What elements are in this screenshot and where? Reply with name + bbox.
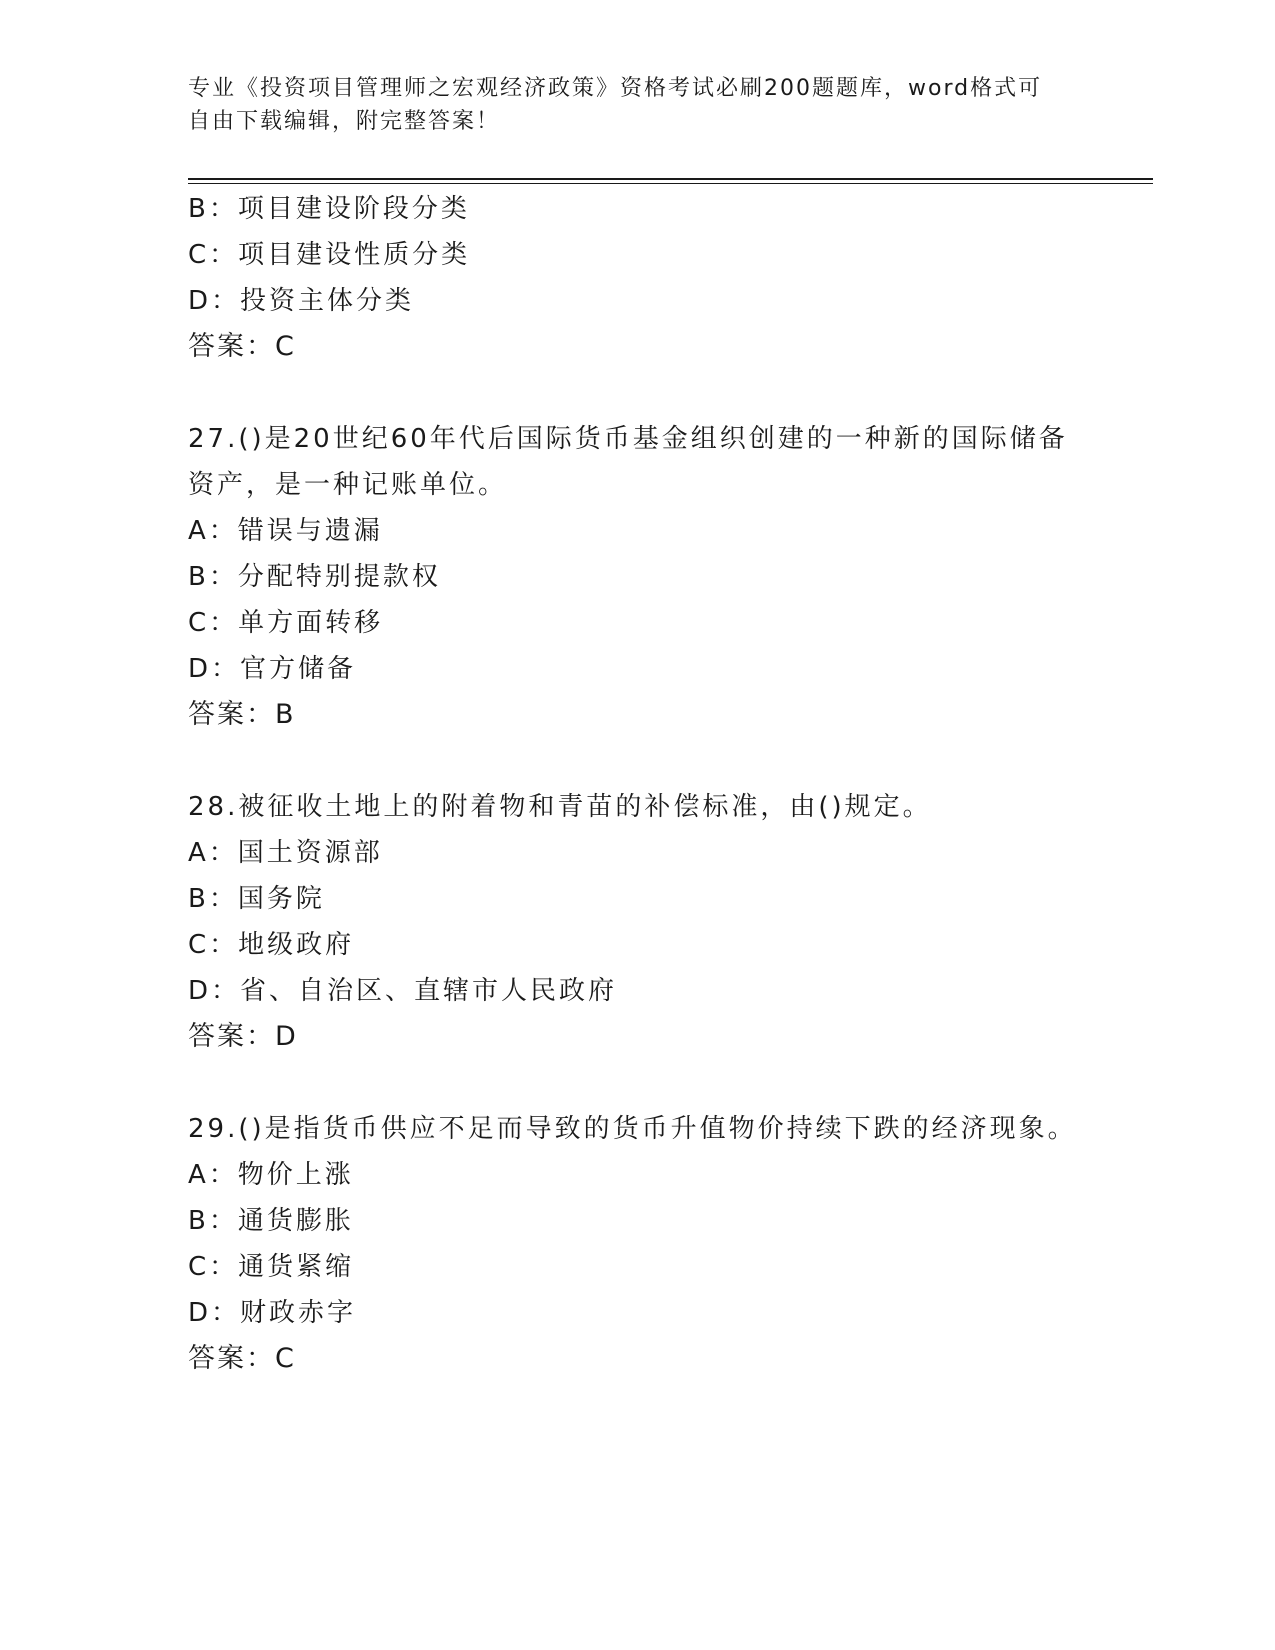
option-a: A：物价上涨 (188, 1160, 354, 1190)
question-stem-line: 28.被征收土地上的附着物和青苗的补偿标准，由()规定。 (188, 792, 932, 822)
option-b: B：项目建设阶段分类 (188, 194, 470, 224)
spacer (188, 1060, 1088, 1106)
option-b: B：国务院 (188, 884, 325, 914)
option-d: D：投资主体分类 (188, 286, 415, 316)
option-c: C：单方面转移 (188, 608, 384, 638)
header-line-1: 专业《投资项目管理师之宏观经济政策》资格考试必刷200题题库，word格式可 (188, 76, 1043, 101)
option-b: B：通货膨胀 (188, 1206, 354, 1236)
header-divider-thin (188, 183, 1153, 184)
spacer (188, 738, 1088, 784)
answer-line: 答案：D (188, 1021, 298, 1052)
header-divider-thick (188, 178, 1153, 180)
question-block-prev (188, 186, 1088, 370)
question-stem-line: 资产，是一种记账单位。 (188, 470, 508, 500)
question-stem-line: 29.()是指货币供应不足而导致的货币升值物价持续下跌的经济现象。 (188, 1114, 1077, 1144)
answer-line: 答案：B (188, 699, 296, 730)
header-line-2: 自由下载编辑，附完整答案！ (188, 109, 501, 134)
question-list (188, 186, 1088, 1382)
option-a: A：国土资源部 (188, 838, 383, 868)
question-block-29 (188, 1106, 1088, 1382)
option-b: B：分配特别提款权 (188, 562, 441, 592)
option-d: D：省、自治区、直辖市人民政府 (188, 976, 618, 1006)
question-block-27 (188, 416, 1088, 738)
answer-line: 答案：C (188, 1343, 296, 1374)
option-d: D：官方储备 (188, 654, 357, 684)
option-c: C：地级政府 (188, 930, 355, 960)
spacer (188, 370, 1088, 416)
answer-line: 答案：C (188, 331, 296, 362)
question-block-28 (188, 784, 1088, 1060)
question-stem-line: 27.()是20世纪60年代后国际货币基金组织创建的一种新的国际储备 (188, 424, 1068, 454)
option-c: C：项目建设性质分类 (188, 240, 471, 270)
option-d: D：财政赤字 (188, 1298, 357, 1328)
option-a: A：错误与遗漏 (188, 516, 383, 546)
option-c: C：通货紧缩 (188, 1252, 355, 1282)
document-header (188, 72, 1088, 138)
